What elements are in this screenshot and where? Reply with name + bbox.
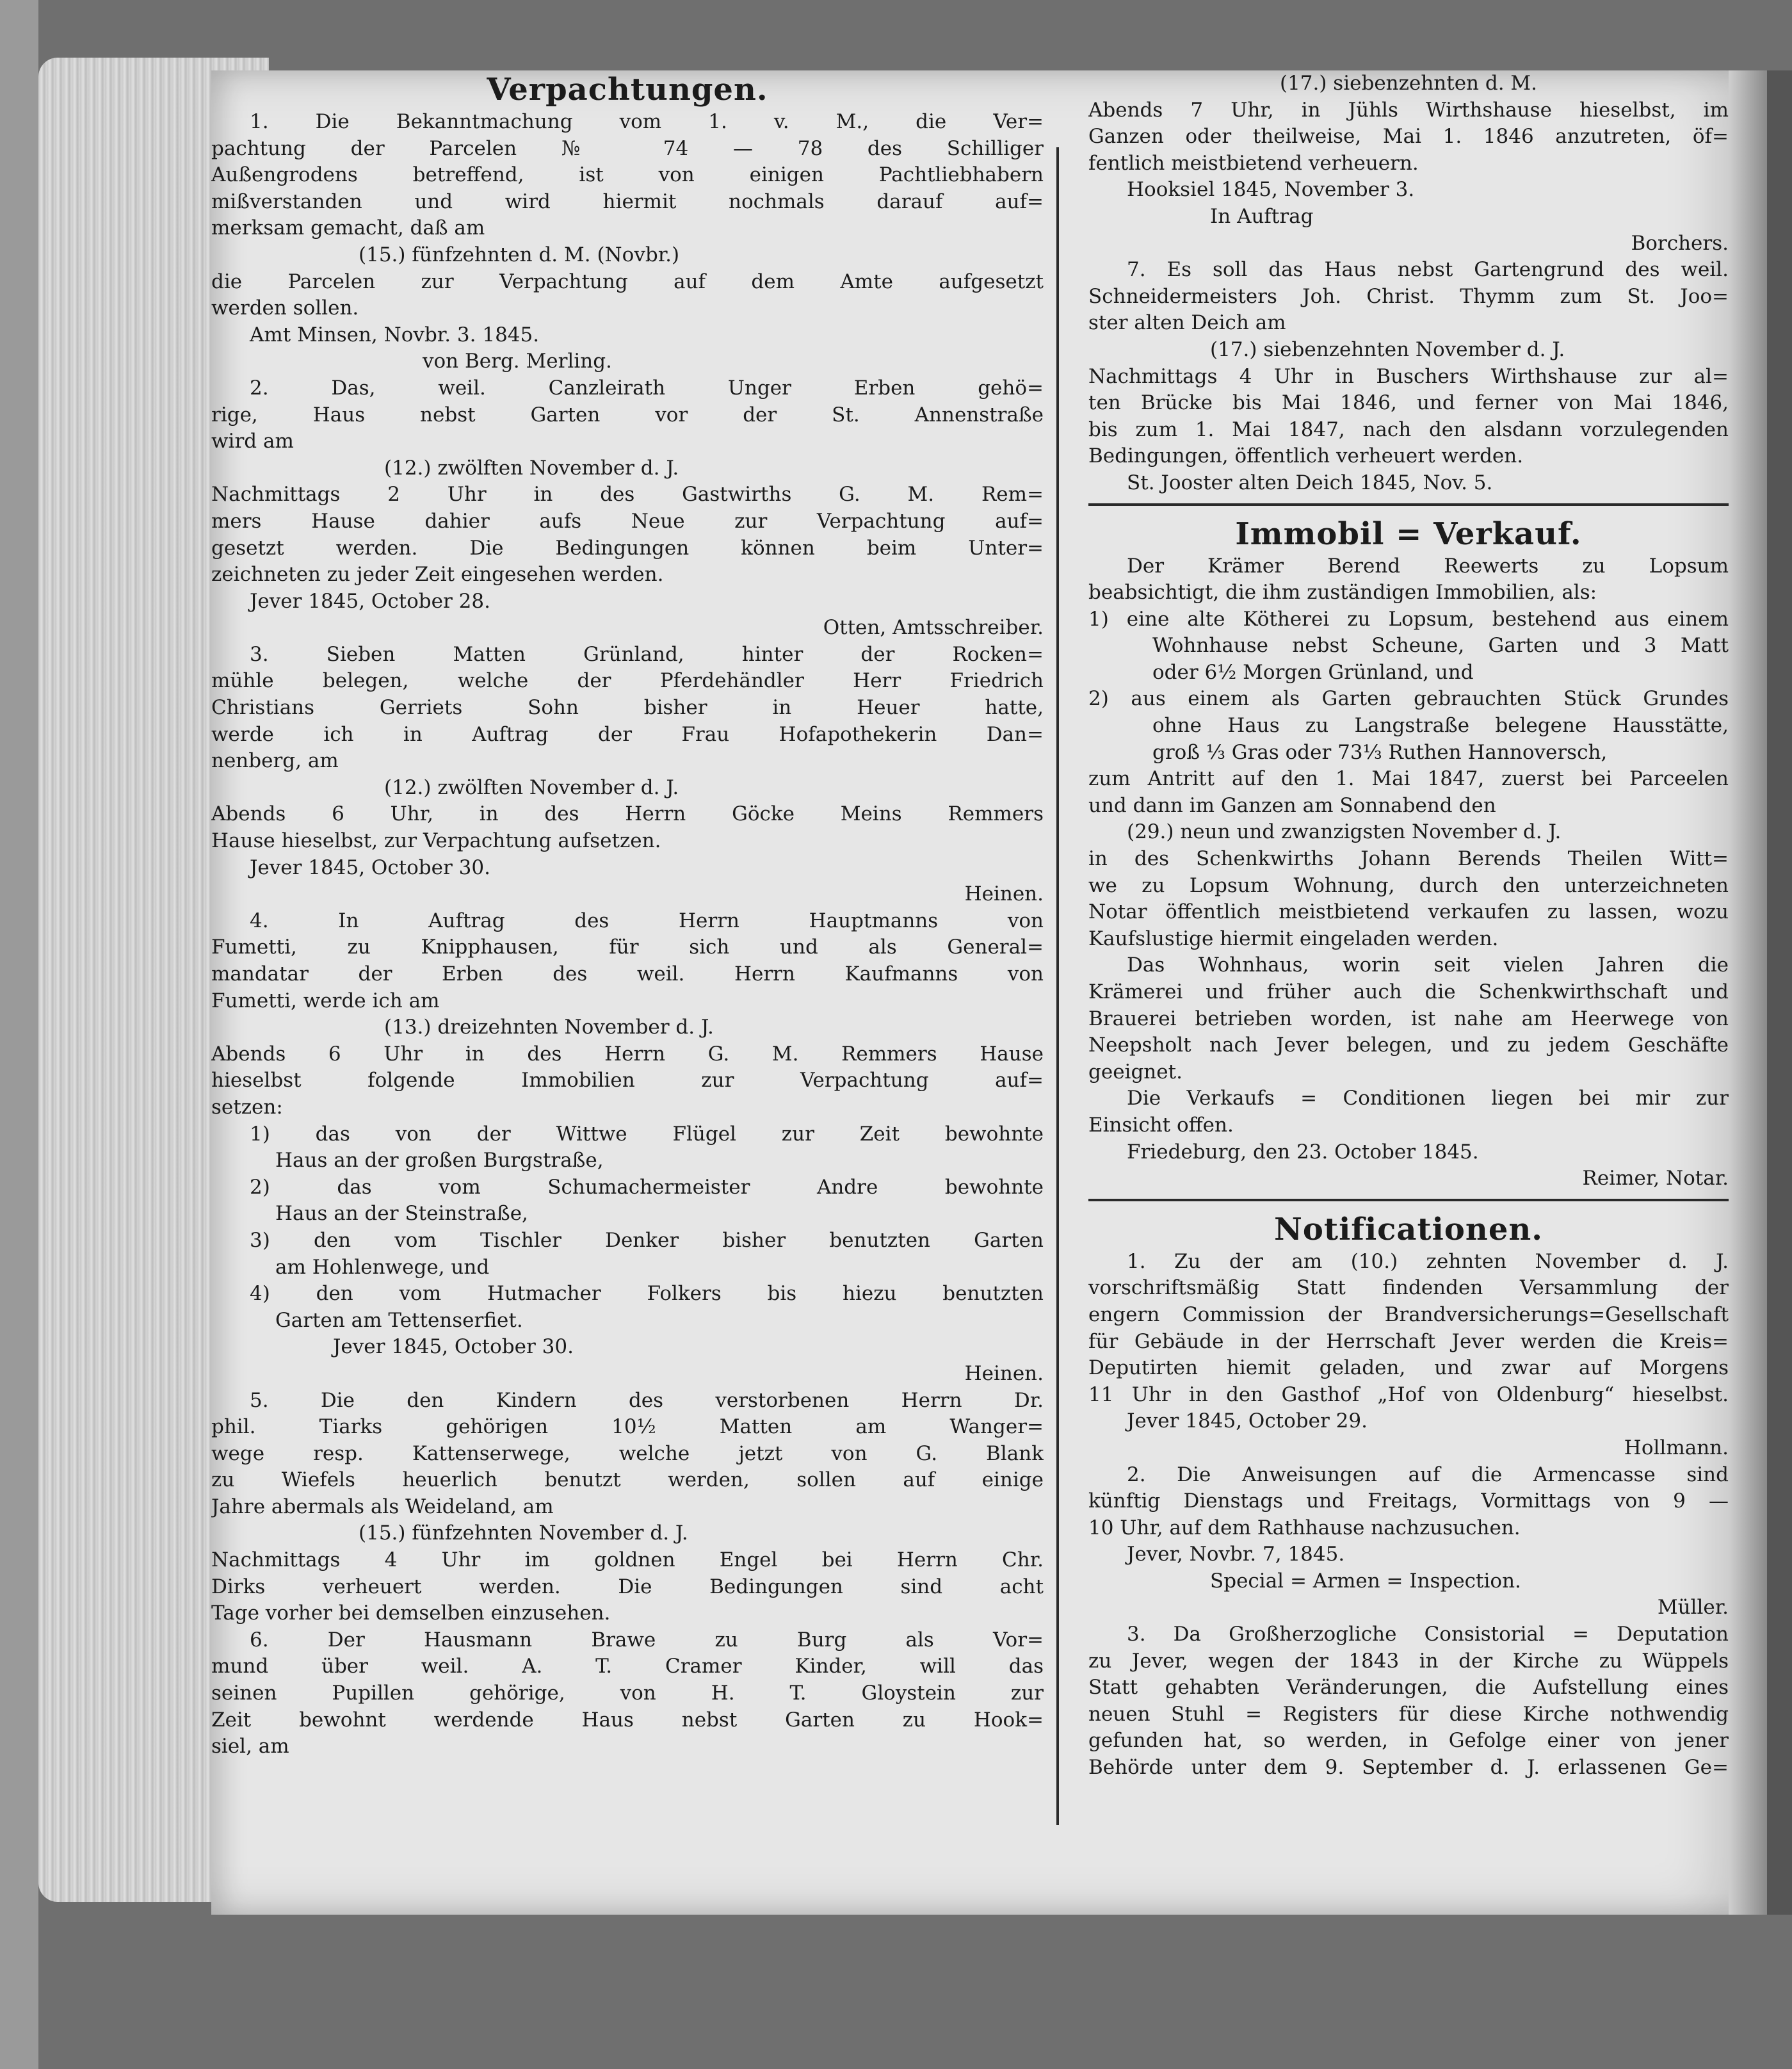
text-line: ohne Haus zu Langstraße belegene Hausstätte,	[1152, 714, 1729, 738]
text-line: Der Krämer Berend Reewerts zu Lopsum	[1127, 554, 1729, 578]
text-line: Wohnhause nebst Scheune, Garten und 3 Matt	[1152, 634, 1729, 658]
text-line: Die Verkaufs = Conditionen liegen bei mir zur	[1127, 1087, 1729, 1110]
text-line: Außengrodens betreffend, ist von einigen Pachtliebhabern	[211, 163, 1044, 187]
section-heading-notificationen: Notificationen.	[1274, 1211, 1543, 1247]
text-line: zeichneten zu jeder Zeit eingesehen werden.	[211, 563, 664, 587]
text-line: und dann im Ganzen am Sonnabend den	[1088, 793, 1496, 817]
text-line: Haus an der Steinstraße,	[275, 1202, 528, 1226]
text-line: hieselbst folgende Immobilien zur Verpachtung auf=	[211, 1069, 1044, 1092]
text-line: Garten am Tettenserfiet.	[275, 1308, 523, 1332]
text-line: Friedeburg, den 23. October 1845.	[1127, 1140, 1479, 1164]
text-line: Abends 7 Uhr, in Jühls Wirthshause hieselbst, im	[1088, 98, 1729, 122]
text-line: geeignet.	[1088, 1060, 1183, 1083]
text-line: 4. In Auftrag des Herrn Hauptmanns von	[250, 909, 1044, 932]
text-line: Tage vorher bei demselben einzusehen.	[211, 1602, 611, 1625]
text-line: 2) aus einem als Garten gebrauchten Stück Grundes	[1088, 687, 1729, 711]
text-line: 1) das von der Wittwe Flügel zur Zeit bewohnte	[250, 1122, 1044, 1146]
text-line: 7. Es soll das Haus nebst Gartengrund des weil.	[1127, 258, 1729, 282]
text-line: Hollmann.	[1624, 1436, 1729, 1459]
text-line: Amt Minsen, Novbr. 3. 1845.	[250, 323, 540, 346]
text-line: Das Wohnhaus, worin seit vielen Jahren die	[1127, 953, 1729, 977]
text-line: 11 Uhr in den Gasthof „Hof von Oldenburg“ hieselbst.	[1088, 1383, 1729, 1406]
text-line: Reimer, Notar.	[1582, 1167, 1729, 1190]
text-line: groß ⅓ Gras oder 73⅓ Ruthen Hannoversch,	[1152, 740, 1608, 764]
text-line: vorschriftsmäßig Statt findenden Versammlung der	[1088, 1276, 1729, 1300]
text-line: siel, am	[211, 1735, 289, 1758]
text-line: Jever, Novbr. 7, 1845.	[1127, 1543, 1345, 1566]
text-line: Zeit bewohnt werdende Haus nebst Garten zu Hook=	[211, 1708, 1044, 1732]
right-column-continuation	[1088, 70, 1729, 497]
text-line: 3. Da Großherzogliche Consistorial = Deputation	[1127, 1623, 1729, 1646]
text-line: mund über weil. A. T. Cramer Kinder, will das	[211, 1655, 1044, 1678]
text-line: 1) eine alte Kötherei zu Lopsum, bestehend aus einem	[1088, 607, 1729, 631]
text-line: Dirks verheuert werden. Die Bedingungen sind acht	[211, 1575, 1044, 1598]
text-line: 5. Die den Kindern des verstorbenen Herrn Dr.	[250, 1388, 1044, 1412]
text-line: Jever 1845, October 29.	[1127, 1409, 1368, 1433]
text-line: seinen Pupillen gehörige, von H. T. Gloystein zur	[211, 1682, 1044, 1705]
text-line: 2. Die Anweisungen auf die Armencasse sind	[1127, 1463, 1729, 1486]
notificationen-text	[1088, 1249, 1729, 1781]
text-line: Nachmittags 4 Uhr in Buschers Wirthshause zur al=	[1088, 364, 1729, 388]
text-line: Hooksiel 1845, November 3.	[1127, 178, 1415, 202]
text-line: mandatar der Erben des weil. Herrn Kaufmanns von	[211, 962, 1044, 986]
text-line: engern Commission der Brandversicherungs=Gesellschaft	[1088, 1302, 1729, 1326]
text-line: für Gebäude in der Herrschaft Jever werden die Kreis=	[1088, 1329, 1729, 1353]
text-line: 4) den vom Hutmacher Folkers bis hiezu benutzten	[250, 1282, 1044, 1306]
section-heading-verpachtungen: Verpachtungen.	[487, 72, 768, 108]
text-line: Jever 1845, October 28.	[250, 589, 490, 613]
text-line: gesetzt werden. Die Bedingungen können beim Unter=	[211, 536, 1044, 560]
text-line: gefunden hat, so werden, in Gefolge einer von jener	[1088, 1729, 1729, 1753]
text-line: beabsichtigt, die ihm zuständigen Immobilien, als:	[1088, 581, 1597, 604]
text-line: merksam gemacht, daß am	[211, 216, 485, 240]
text-line: werden sollen.	[211, 296, 359, 320]
text-line: mißverstanden und wird hiermit nochmals darauf auf=	[211, 190, 1044, 213]
text-line: Otten, Amtsschreiber.	[823, 616, 1044, 640]
text-line: rige, Haus nebst Garten vor der St. Annenstraße	[211, 403, 1044, 426]
text-line: Haus an der großen Burgstraße,	[275, 1149, 604, 1172]
text-line: 1. Die Bekanntmachung vom 1. v. M., die Ver=	[250, 110, 1044, 133]
text-line: Fumetti, werde ich am	[211, 989, 440, 1012]
text-line: Statt gehabten Veränderungen, die Aufstellung eines	[1088, 1676, 1729, 1700]
text-line: Einsicht offen.	[1088, 1113, 1234, 1137]
text-line: Behörde unter dem 9. September d. J. erlassenen Ge=	[1088, 1756, 1729, 1780]
text-line: bis zum 1. Mai 1847, nach den alsdann vorzulegenden	[1088, 418, 1729, 441]
text-line: (17.) siebenzehnten November d. J.	[1210, 337, 1565, 361]
text-line: von Berg. Merling.	[423, 350, 612, 373]
text-line: ster alten Deich am	[1088, 311, 1286, 335]
text-line: ten Brücke bis Mai 1846, und ferner von Mai 1846,	[1088, 391, 1729, 415]
section-rule	[1088, 503, 1729, 506]
column-divider	[1056, 147, 1059, 1825]
page-gutter	[1729, 70, 1767, 1915]
text-line: wird am	[211, 430, 294, 453]
text-line: Christians Gerriets Sohn bisher in Heuer hatte,	[211, 696, 1044, 720]
text-line: 6. Der Hausmann Brawe zu Burg als Vor=	[250, 1628, 1044, 1651]
text-line: Fumetti, zu Knipphausen, für sich und als General=	[211, 936, 1044, 959]
text-line: Müller.	[1657, 1596, 1729, 1619]
text-line: Special = Armen = Inspection.	[1210, 1569, 1521, 1593]
text-line: In Auftrag	[1210, 204, 1314, 228]
text-line: künftig Dienstags und Freitags, Vormittags von 9 —	[1088, 1489, 1729, 1513]
section-rule	[1088, 1199, 1729, 1201]
text-line: werde ich in Auftrag der Frau Hofapothekerin Dan=	[211, 722, 1044, 746]
text-line: neuen Stuhl = Registers für diese Kirche nothwendig	[1088, 1702, 1729, 1726]
text-line: (12.) zwölften November d. J.	[384, 456, 679, 480]
text-line: (29.) neun und zwanzigsten November d. J.	[1127, 820, 1562, 844]
text-line: zu Wiefels heuerlich benutzt werden, sollen auf einige	[211, 1468, 1044, 1492]
text-line: Neepsholt nach Jever belegen, und zu jedem Geschäfte	[1088, 1034, 1729, 1057]
text-line: 2) das vom Schumachermeister Andre bewohnte	[250, 1175, 1044, 1199]
text-line: (17.) siebenzehnten d. M.	[1279, 72, 1538, 95]
text-line: am Hohlenwege, und	[275, 1255, 490, 1279]
text-line: Jever 1845, October 30.	[333, 1335, 574, 1359]
text-line: Jever 1845, October 30.	[250, 856, 490, 879]
text-line: Bedingungen, öffentlich verheuert werden.	[1088, 444, 1524, 468]
text-line: mers Hause dahier aufs Neue zur Verpachtung auf=	[211, 509, 1044, 533]
text-line: (15.) fünfzehnten November d. J.	[359, 1521, 688, 1545]
text-line: (12.) zwölften November d. J.	[384, 775, 679, 799]
left-column-text	[211, 109, 1044, 1760]
text-line: Nachmittags 2 Uhr in des Gastwirths G. M. Rem=	[211, 483, 1044, 507]
text-line: Borchers.	[1631, 231, 1729, 255]
text-line: St. Jooster alten Deich 1845, Nov. 5.	[1127, 471, 1493, 494]
text-line: Heinen.	[964, 882, 1044, 906]
text-line: die Parcelen zur Verpachtung auf dem Amte aufgesetzt	[211, 270, 1044, 293]
text-line: mühle belegen, welche der Pferdehändler Herr Friedrich	[211, 669, 1044, 693]
text-line: 10 Uhr, auf dem Rathhause nachzusuchen.	[1088, 1516, 1521, 1539]
text-line: 2. Das, weil. Canzleirath Unger Erben gehö=	[250, 376, 1044, 400]
text-line: (15.) fünfzehnten d. M. (Novbr.)	[359, 243, 680, 266]
left-column	[211, 70, 1044, 1760]
text-line: we zu Lopsum Wohnung, durch den unterzeichneten	[1088, 873, 1729, 897]
text-line: 3. Sieben Matten Grünland, hinter der Rocken=	[250, 642, 1044, 666]
text-line: Abends 6 Uhr in des Herrn G. M. Remmers Hause	[211, 1042, 1044, 1066]
right-column	[1088, 70, 1729, 1781]
text-line: Nachmittags 4 Uhr im goldnen Engel bei Herrn Chr.	[211, 1548, 1044, 1572]
text-line: Kaufslustige hiermit eingeladen werden.	[1088, 927, 1499, 950]
text-line: in des Schenkwirths Johann Berends Theilen Witt=	[1088, 847, 1729, 871]
text-line: pachtung der Parcelen № 74 — 78 des Schilliger	[211, 136, 1044, 160]
text-line: oder 6½ Morgen Grünland, und	[1152, 660, 1474, 684]
text-line: fentlich meistbietend verheuern.	[1088, 151, 1419, 175]
text-line: Notar öffentlich meistbietend verkaufen zu lassen, wozu	[1088, 900, 1729, 924]
text-line: 1. Zu der am (10.) zehnten November d. J.	[1127, 1249, 1729, 1273]
facing-page-edge	[1767, 70, 1792, 1915]
text-line: Brauerei betrieben worden, ist nahe am Heerwege von	[1088, 1007, 1729, 1030]
text-line: Ganzen oder theilweise, Mai 1. 1846 anzutreten, öf=	[1088, 125, 1729, 149]
section-heading-immobil-verkauf: Immobil = Verkauf.	[1235, 515, 1582, 552]
text-line: zu Jever, wegen der 1843 in der Kirche zu Wüppels	[1088, 1649, 1729, 1673]
text-line: zum Antritt auf den 1. Mai 1847, zuerst bei Parceelen	[1088, 767, 1729, 791]
text-line: Jahre abermals als Weideland, am	[211, 1495, 554, 1518]
text-line: Abends 6 Uhr, in des Herrn Göcke Meins Remmers	[211, 802, 1044, 826]
scanner-background	[0, 0, 38, 2069]
text-line: setzen:	[211, 1095, 283, 1119]
text-line: wege resp. Kattenserwege, welche jetzt von G. Blank	[211, 1441, 1044, 1465]
text-line: Heinen.	[964, 1361, 1044, 1385]
text-line: Deputirten hiemit geladen, und zwar auf Morgens	[1088, 1356, 1729, 1380]
immobil-verkauf-text	[1088, 553, 1729, 1192]
text-line: phil. Tiarks gehörigen 10½ Matten am Wanger=	[211, 1415, 1044, 1439]
text-line: Schneidermeisters Joh. Christ. Thymm zum St. Joo=	[1088, 284, 1729, 308]
text-line: Hause hieselbst, zur Verpachtung aufsetzen.	[211, 829, 661, 853]
text-line: Krämerei und früher auch die Schenkwirthschaft und	[1088, 980, 1729, 1003]
text-line: 3) den vom Tischler Denker bisher benutzten Garten	[250, 1228, 1044, 1252]
text-line: nenberg, am	[211, 749, 339, 773]
text-line: (13.) dreizehnten November d. J.	[384, 1016, 714, 1039]
